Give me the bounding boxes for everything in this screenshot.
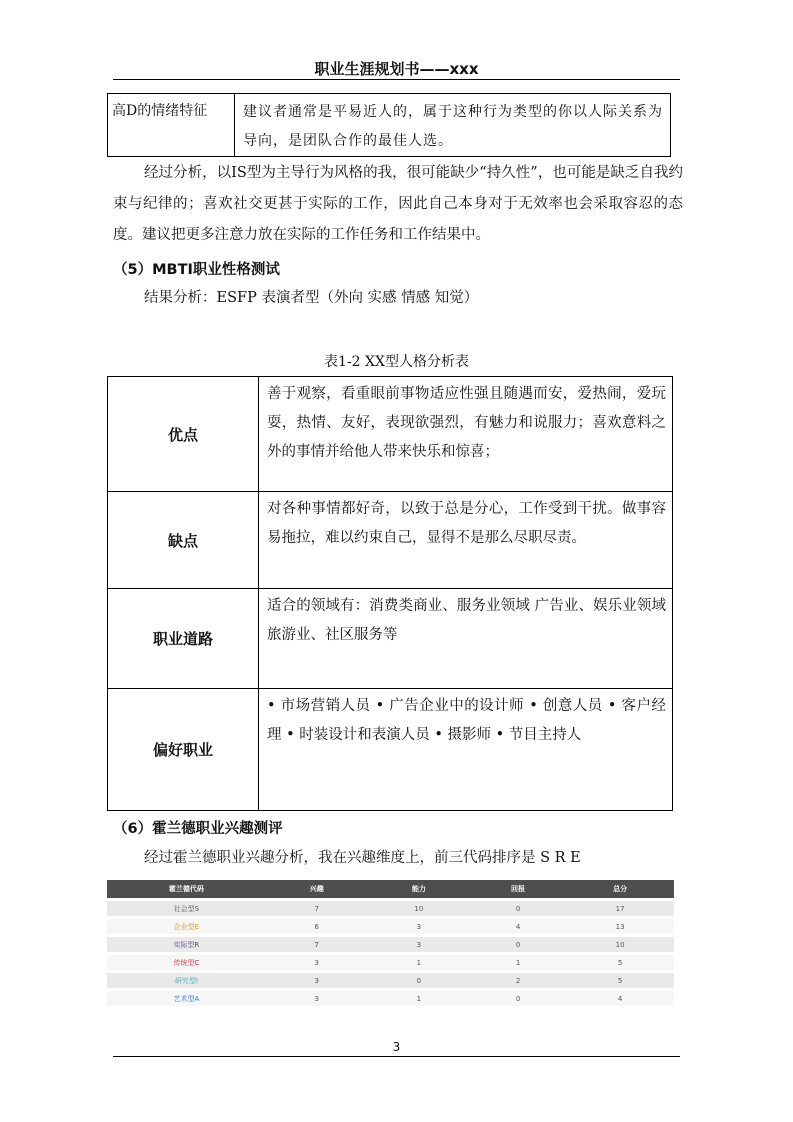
- table-caption: 表1-2 XX型人格分析表: [324, 354, 469, 370]
- footer-rule: [113, 1056, 680, 1057]
- holland-row: [107, 973, 674, 988]
- holland-code: 企业型E: [107, 919, 266, 934]
- mbti-value: 善于观察，看重眼前事物适应性强且随遇而安，爱热闹，爱玩耍，热情、友好，表现欲强烈，有魅力和说服力；喜欢意料之外的事情并给他人带来快乐和惊喜；: [259, 377, 673, 492]
- holland-ability: 3: [368, 919, 470, 934]
- holland-row: [107, 991, 674, 1006]
- page-header-title: 职业生涯规划书——xxx: [314, 60, 479, 78]
- holland-code: 传统型C: [107, 955, 266, 970]
- trait-value: 建议者通常是平易近人的，属于这种行为类型的你以人际关系为导向，是团队合作的最佳人选。: [235, 94, 671, 157]
- mbti-label: 优点: [108, 377, 259, 492]
- mbti-row-preferred-jobs: [108, 689, 673, 811]
- holland-row: [107, 955, 674, 970]
- holland-reward: 1: [470, 955, 566, 970]
- holland-reward: 4: [470, 919, 566, 934]
- holland-interest: 6: [266, 919, 368, 934]
- holland-code: 实际型R: [107, 937, 266, 952]
- mbti-label: 职业道路: [108, 589, 259, 689]
- mbti-result: 结果分析：ESFP 表演者型（外向 实感 情感 知觉）: [144, 290, 479, 306]
- holland-reward: 0: [470, 937, 566, 952]
- holland-heading: （6）霍兰德职业兴趣测评: [113, 821, 283, 837]
- holland-total: 17: [566, 901, 674, 916]
- header-rule: [113, 79, 680, 80]
- holland-ability: 10: [368, 901, 470, 916]
- holland-reward: 0: [470, 991, 566, 1006]
- holland-header-row: [107, 880, 674, 898]
- holland-row: [107, 901, 674, 916]
- holland-ability: 1: [368, 955, 470, 970]
- mbti-label: 偏好职业: [108, 689, 259, 811]
- mbti-row-strengths: [108, 377, 673, 492]
- holland-total: 4: [566, 991, 674, 1006]
- holland-header-interest: 兴趣: [266, 880, 368, 898]
- holland-reward: 0: [470, 901, 566, 916]
- holland-code: 研究型I: [107, 973, 266, 988]
- trait-row: [108, 94, 671, 157]
- holland-interest: 3: [266, 973, 368, 988]
- holland-interest: 7: [266, 901, 368, 916]
- holland-code: 社会型S: [107, 901, 266, 916]
- holland-interest: 7: [266, 937, 368, 952]
- page-number: 3: [392, 1040, 401, 1054]
- analysis-paragraph: 经过分析，以IS型为主导行为风格的我，很可能缺少“持久性”，也可能是缺乏自我约束与纪律的；喜欢社交更甚于实际的工作，因此自己本身对于无效率也会采取容忍的态度。建议把更多注意力放在实际的工作任务和工作结果中。: [113, 165, 683, 243]
- holland-summary: 经过霍兰德职业兴趣分析，我在兴趣维度上，前三代码排序是 S R E: [144, 850, 581, 866]
- holland-code: 艺术型A: [107, 991, 266, 1006]
- holland-score-table: [107, 877, 674, 1009]
- holland-header-code: 霍兰德代码: [107, 880, 266, 898]
- holland-header-reward: 回报: [470, 880, 566, 898]
- trait-table: [107, 93, 671, 157]
- holland-total: 5: [566, 973, 674, 988]
- mbti-value: 适合的领域有：消费类商业、服务业领域 广告业、娱乐业领域 旅游业、社区服务等: [259, 589, 673, 689]
- holland-row: [107, 919, 674, 934]
- holland-interest: 3: [266, 991, 368, 1006]
- holland-total: 5: [566, 955, 674, 970]
- mbti-row-weaknesses: [108, 492, 673, 589]
- holland-total: 10: [566, 937, 674, 952]
- holland-interest: 3: [266, 955, 368, 970]
- mbti-value: 对各种事情都好奇，以致于总是分心，工作受到干扰。做事容易拖拉，难以约束自己，显得不是那么尽职尽责。: [259, 492, 673, 589]
- holland-total: 13: [566, 919, 674, 934]
- holland-row: [107, 937, 674, 952]
- mbti-analysis-table: [107, 376, 673, 811]
- holland-ability: 1: [368, 991, 470, 1006]
- mbti-value: • 市场营销人员 • 广告企业中的设计师 • 创意人员 • 客户经理 • 时装设计和表演人员 • 摄影师 • 节目主持人: [259, 689, 673, 811]
- mbti-row-career-path: [108, 589, 673, 689]
- trait-label: 高D的情绪特征: [108, 94, 235, 157]
- holland-header-total: 总分: [566, 880, 674, 898]
- holland-ability: 3: [368, 937, 470, 952]
- holland-ability: 0: [368, 973, 470, 988]
- holland-header-ability: 能力: [368, 880, 470, 898]
- mbti-heading: （5）MBTI职业性格测试: [113, 262, 280, 278]
- holland-reward: 2: [470, 973, 566, 988]
- mbti-label: 缺点: [108, 492, 259, 589]
